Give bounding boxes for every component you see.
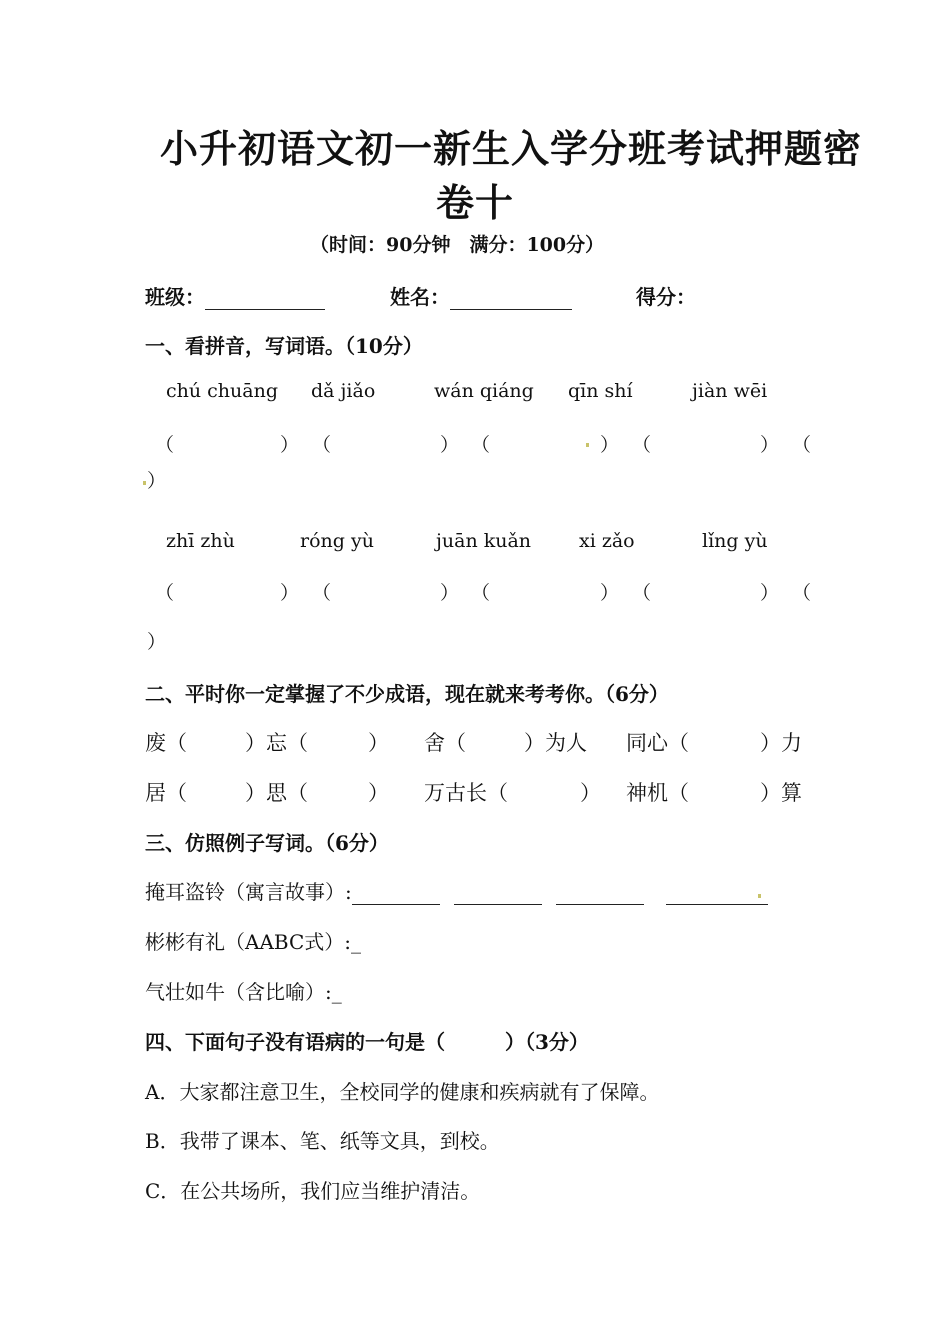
answer-open-paren[interactable]: （	[471, 582, 491, 604]
idiom-part: 舍（	[424, 731, 466, 755]
idiom-part: ）为人	[524, 731, 587, 755]
ink-speck	[586, 443, 589, 447]
answer-open-paren[interactable]: （	[155, 582, 175, 604]
idiom-part: ）力	[760, 731, 802, 755]
class-label: 班级：	[145, 285, 205, 309]
ink-speck	[758, 894, 761, 898]
answer-open-paren[interactable]: （	[632, 582, 652, 604]
idiom-part: ）	[368, 781, 389, 805]
pinyin-item: jiàn wēi	[692, 380, 768, 402]
answer-open-paren[interactable]: （	[155, 434, 175, 456]
answer-close-paren: ）	[600, 582, 620, 604]
answer-open-paren[interactable]: （	[312, 582, 332, 604]
pinyin-item: róng yù	[300, 530, 374, 552]
pinyin-item: chú chuāng	[166, 380, 278, 402]
answer-blank[interactable]	[666, 882, 768, 905]
section-3-heading: 三、仿照例子写词。（6分）	[145, 831, 389, 855]
pinyin-item: dǎ jiǎo	[311, 380, 376, 402]
section-4-heading: 四、下面句子没有语病的一句是（ ）（3分）	[145, 1030, 589, 1054]
pinyin-item: wán qiáng	[434, 380, 534, 402]
idiom-part: 神机（	[626, 781, 689, 805]
pinyin-item: xi zǎo	[579, 530, 635, 552]
pinyin-item: zhī zhù	[166, 530, 235, 552]
pinyin-item: juān kuǎn	[436, 530, 532, 552]
idiom-part: ）	[580, 781, 601, 805]
exam-time-score: （时间：90分钟 满分：100分）	[310, 234, 605, 256]
idiom-part: ）思（	[245, 781, 308, 805]
answer-open-paren[interactable]: （	[632, 434, 652, 456]
answer-close-paren: ）	[147, 470, 167, 492]
class-field[interactable]	[145, 281, 325, 310]
class-blank[interactable]	[205, 287, 325, 310]
imitation-prompt: 掩耳盗铃（寓言故事）:	[145, 880, 352, 904]
pinyin-item: qīn shí	[568, 380, 633, 402]
idiom-part: 万古长（	[424, 781, 508, 805]
answer-close-paren: ）	[440, 582, 460, 604]
answer-blank[interactable]	[556, 882, 644, 905]
pinyin-item: lǐng yù	[702, 530, 768, 552]
answer-close-paren: ）	[280, 582, 300, 604]
option-c: C．在公共场所，我们应当维护清洁。	[145, 1179, 481, 1203]
answer-blank[interactable]	[352, 882, 440, 905]
answer-open-paren[interactable]: （	[312, 434, 332, 456]
name-field[interactable]	[390, 281, 572, 310]
answer-open-paren[interactable]: （	[471, 434, 491, 456]
ink-speck	[143, 481, 146, 485]
imitation-line-3: 气壮如牛（含比喻）:_	[145, 980, 342, 1004]
section-2-heading: 二、平时你一定掌握了不少成语，现在就来考考你。（6分）	[145, 682, 669, 706]
imitation-line-2: 彬彬有礼（AABC式）:_	[145, 930, 361, 954]
score-label: 得分：	[636, 285, 696, 309]
idiom-part: 废（	[145, 731, 187, 755]
idiom-part: ）忘（	[245, 731, 308, 755]
answer-close-paren: ）	[147, 631, 167, 653]
idiom-part: 同心（	[626, 731, 689, 755]
answer-close-paren: ）	[760, 582, 780, 604]
idiom-part: 居（	[145, 781, 187, 805]
option-b: B．我带了课本、笔、纸等文具，到校。	[145, 1129, 500, 1153]
imitation-line-1	[145, 876, 768, 905]
answer-close-paren: ）	[760, 434, 780, 456]
answer-close-paren: ）	[600, 434, 620, 456]
title-line-1: 小升初语文初一新生入学分班考试押题密	[160, 126, 863, 171]
section-1-heading: 一、看拼音，写词语。（10分）	[145, 334, 423, 358]
answer-close-paren: ）	[440, 434, 460, 456]
title-line-2: 卷十	[436, 180, 515, 225]
answer-blank[interactable]	[454, 882, 542, 905]
answer-open-paren[interactable]: （	[792, 582, 812, 604]
option-a: A．大家都注意卫生，全校同学的健康和疾病就有了保障。	[145, 1080, 660, 1104]
idiom-part: ）	[368, 731, 389, 755]
name-label: 姓名：	[390, 285, 450, 309]
answer-close-paren: ）	[280, 434, 300, 456]
idiom-part: ）算	[760, 781, 802, 805]
name-blank[interactable]	[450, 287, 572, 310]
answer-open-paren[interactable]: （	[792, 434, 812, 456]
